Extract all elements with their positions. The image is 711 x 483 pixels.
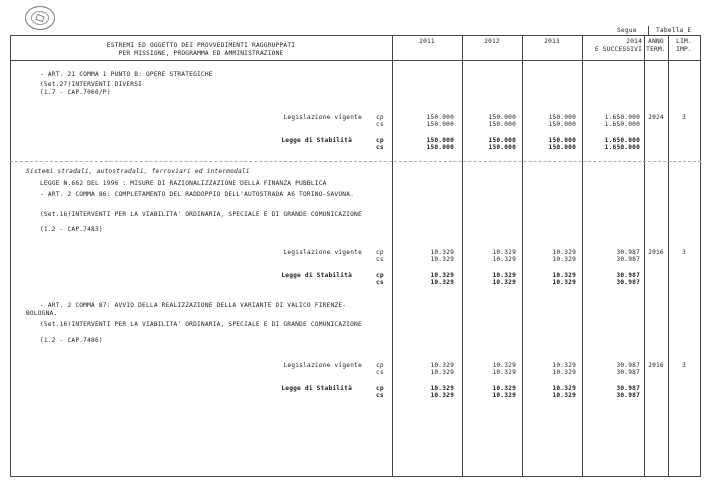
sec1-stab-2011-cs: 150.000 [426, 144, 454, 151]
sec2-leg-2014-cs: 30.987 [616, 256, 640, 263]
sec3-set: (Set.16)INTERVENTI PER LA VIABILITA' ORDINARIA, SPECIALE E DI GRANDE COMUNICAZIONE [40, 321, 362, 328]
sec3-leg-2013-cp: 10.329 [552, 362, 576, 369]
sec1-leg-2013-cp: 150.000 [548, 114, 576, 121]
sec1-stab-2014-cp: 1.650.000 [604, 137, 640, 144]
sec2-leg-label: Legislazione vigente [283, 249, 362, 256]
col-header-lim: LIM. [676, 38, 692, 45]
table-right-border [700, 35, 701, 477]
sec3-leg-2014-cp: 30.987 [616, 362, 640, 369]
sec2-stab-cs: cs [376, 279, 384, 286]
sec2-set: (Set.16)INTERVENTI PER LA VIABILITA' ORDINARIA, SPECIALE E DI GRANDE COMUNICAZIONE [40, 211, 362, 218]
sec2-leg-lim: 3 [682, 249, 686, 256]
sec2-stab-cp: cp [376, 272, 384, 279]
sec1-leg-cp: cp [376, 114, 384, 121]
table-left-border [10, 35, 11, 477]
header-bottom-border [10, 60, 701, 61]
sec3-stab-2011-cp: 10.329 [430, 385, 454, 392]
sec1-leg-2012-cs: 150.000 [488, 121, 516, 128]
sec3-stab-label: Legge di Stabilità [281, 385, 352, 392]
sec3-leg-2011-cs: 10.329 [430, 369, 454, 376]
sec3-stab-2014-cp: 30.987 [616, 385, 640, 392]
sec2-leg-cs: cs [376, 256, 384, 263]
sec2-stab-2012-cs: 10.329 [492, 279, 516, 286]
sec3-stab-2011-cs: 10.329 [430, 392, 454, 399]
col-header-2014: 2014 [626, 38, 642, 45]
sec2-stab-2011-cp: 10.329 [430, 272, 454, 279]
header-separator [648, 26, 649, 35]
sec1-stab-cp: cp [376, 137, 384, 144]
republic-seal-logo [25, 6, 55, 30]
sec2-leg-2012-cp: 10.329 [492, 249, 516, 256]
col-header-2014-sub: E SUCCESSIVI [594, 46, 642, 53]
sec2-leg-2013-cs: 10.329 [552, 256, 576, 263]
sec2-leg-2012-cs: 10.329 [492, 256, 516, 263]
col-header-anno: ANNO [648, 38, 664, 45]
sec1-stab-2011-cp: 150.000 [426, 137, 454, 144]
sec1-leg-2012-cp: 150.000 [488, 114, 516, 121]
sec3-leg-anno: 2016 [648, 362, 664, 369]
sec3-article-line2: BOLOGNA. [26, 310, 58, 317]
sec3-stab-2013-cp: 10.329 [552, 385, 576, 392]
sec1-stab-cs: cs [376, 144, 384, 151]
sec2-leg-anno: 2016 [648, 249, 664, 256]
sec3-cap: (1.2 - CAP.7486) [40, 337, 103, 344]
sec2-stab-2014-cs: 30.987 [616, 279, 640, 286]
sec1-stab-label: Legge di Stabilità [281, 137, 352, 144]
col-divider-5 [644, 35, 645, 477]
sec3-leg-2013-cs: 10.329 [552, 369, 576, 376]
sec2-leg-2011-cs: 10.329 [430, 256, 454, 263]
sec3-stab-2012-cs: 10.329 [492, 392, 516, 399]
sec2-leg-2011-cp: 10.329 [430, 249, 454, 256]
sec3-leg-cs: cs [376, 369, 384, 376]
sec1-leg-2011-cs: 150.000 [426, 121, 454, 128]
sec1-cap: (1.7 - CAP.7060/P) [40, 89, 111, 96]
sec1-leg-lim: 3 [682, 114, 686, 121]
sec2-stab-label: Legge di Stabilità [281, 272, 352, 279]
sec3-stab-cs: cs [376, 392, 384, 399]
sec3-stab-2014-cs: 30.987 [616, 392, 640, 399]
sec1-leg-anno: 2024 [648, 114, 664, 121]
table-bottom-border [10, 476, 701, 477]
sec3-stab-cp: cp [376, 385, 384, 392]
sec1-stab-2012-cp: 150.000 [488, 137, 516, 144]
sec2-stab-2013-cs: 10.329 [552, 279, 576, 286]
col-header-2012: 2012 [484, 38, 500, 45]
legge-title: LEGGE N.662 DEL 1996 : MISURE DI RAZIONALIZZAZIONE DELLA FINANZA PUBBLICA [40, 180, 327, 187]
sec1-stab-2013-cp: 150.000 [548, 137, 576, 144]
sec1-leg-2014-cs: 1.650.000 [604, 121, 640, 128]
sec3-leg-label: Legislazione vigente [283, 362, 362, 369]
sec3-article-line1: - ART. 2 COMMA 87: AVVIO DELLA REALIZZAZIONE DELLA VARIANTE DI VALICO FIRENZE- [40, 302, 347, 309]
sec3-leg-cp: cp [376, 362, 384, 369]
sec1-leg-2013-cs: 150.000 [548, 121, 576, 128]
sec3-leg-2014-cs: 30.987 [616, 369, 640, 376]
segue-label: Segue [617, 27, 637, 34]
col-divider-1 [392, 35, 393, 477]
sec1-stab-2013-cs: 150.000 [548, 144, 576, 151]
sec2-leg-cp: cp [376, 249, 384, 256]
sec2-stab-2012-cp: 10.329 [492, 272, 516, 279]
sec1-stab-2012-cs: 150.000 [488, 144, 516, 151]
sec2-leg-2014-cp: 30.987 [616, 249, 640, 256]
tabella-label: Tabella E [656, 27, 692, 34]
sec1-leg-2014-cp: 1.650.000 [604, 114, 640, 121]
col-header-lim-sub: IMP. [676, 46, 692, 53]
sec3-leg-lim: 3 [682, 362, 686, 369]
section-divider [10, 161, 701, 162]
sec2-stab-2011-cs: 10.329 [430, 279, 454, 286]
sec2-article: - ART. 2 COMMA 86: COMPLETAMENTO DEL RADDOPPIO DELL'AUTOSTRADA A6 TORINO-SAVONA. [40, 191, 355, 198]
sec1-stab-2014-cs: 1.650.000 [604, 144, 640, 151]
col-header-anno-sub: TERM. [646, 46, 666, 53]
sec1-leg-label: Legislazione vigente [283, 114, 362, 121]
table-top-border [10, 35, 701, 36]
col-header-desc-1: ESTREMI ED OGGETTO DEI PROVVEDIMENTI RAGGRUPPATI [106, 42, 296, 49]
sec1-leg-2011-cp: 150.000 [426, 114, 454, 121]
sec2-cap: (1.2 - CAP.7483) [40, 226, 103, 233]
sec3-stab-2012-cp: 10.329 [492, 385, 516, 392]
sec3-leg-2012-cs: 10.329 [492, 369, 516, 376]
sec3-leg-2012-cp: 10.329 [492, 362, 516, 369]
sec2-leg-2013-cp: 10.329 [552, 249, 576, 256]
col-header-2013: 2013 [544, 38, 560, 45]
col-divider-6 [668, 35, 669, 477]
col-header-desc-2: PER MISSIONE, PROGRAMMA ED AMMINISTRAZIONE [118, 50, 284, 57]
sec2-stab-2014-cp: 30.987 [616, 272, 640, 279]
sec1-leg-cs: cs [376, 121, 384, 128]
sec1-article: - ART. 21 COMMA 1 PUNTO B: OPERE STRATEGICHE [40, 71, 213, 78]
section-title: Sistemi stradali, autostradali, ferroviari ed intermodali [26, 168, 250, 175]
sec2-stab-2013-cp: 10.329 [552, 272, 576, 279]
sec3-stab-2013-cs: 10.329 [552, 392, 576, 399]
sec1-set: (Set.27)INTERVENTI DIVERSI [40, 81, 143, 88]
col-header-2011: 2011 [419, 38, 435, 45]
sec3-leg-2011-cp: 10.329 [430, 362, 454, 369]
